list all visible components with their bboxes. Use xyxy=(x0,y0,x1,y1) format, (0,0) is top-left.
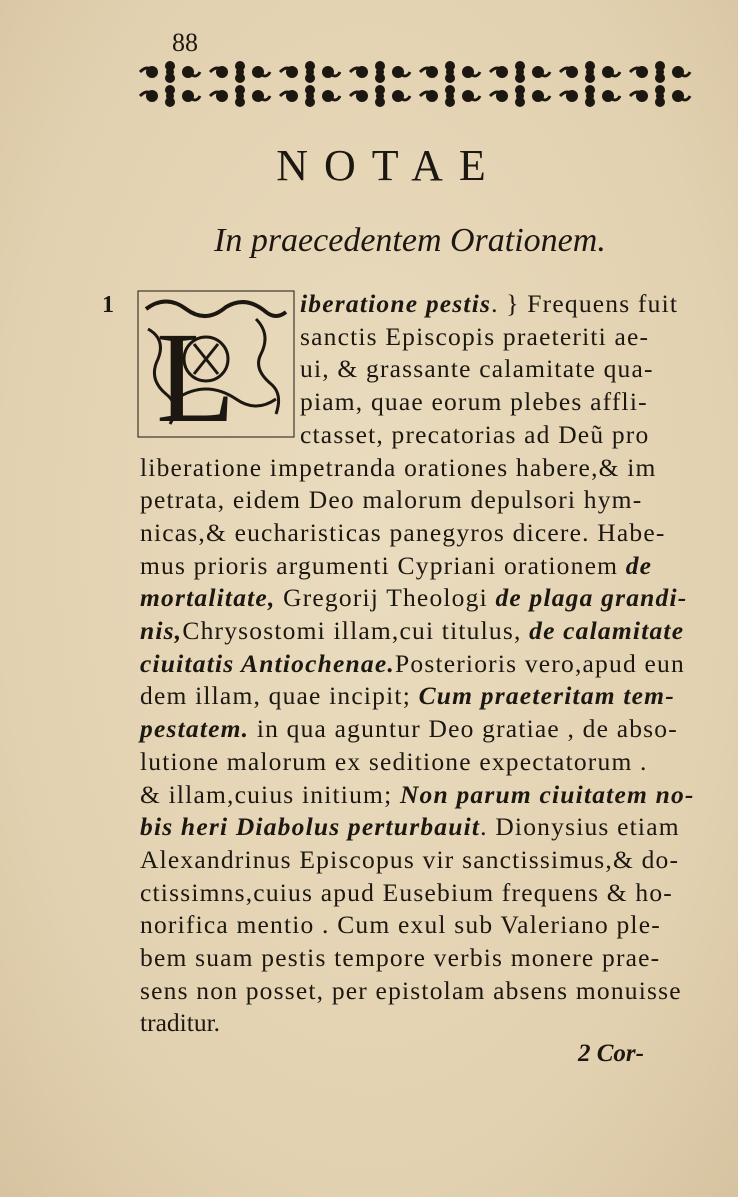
fleuron-ornament xyxy=(490,85,550,107)
text-line xyxy=(140,484,642,516)
italic-phrase: pestatem. xyxy=(140,714,250,744)
text-segment: ctissimns,cuius apud Eusebium frequens & ho- xyxy=(140,877,673,907)
text-segment: petrata, eidem Deo malorum depulsori hym- xyxy=(140,485,643,515)
text-line xyxy=(140,844,679,876)
fleuron-ornament xyxy=(420,61,480,83)
page-title: NOTAE xyxy=(276,141,502,190)
fleuron-ornament xyxy=(140,85,200,107)
italic-phrase: bis heri Diabolus perturbauit xyxy=(140,812,481,842)
text-segment: ctasset, precatorias ad Deũ pro xyxy=(300,419,650,449)
text-segment: nicas,& eucharisticas panegyros dicere. Habe- xyxy=(140,517,666,547)
text-segment: Posterioris vero,apud eun xyxy=(394,648,685,678)
text-segment: . } Frequens fuit xyxy=(491,289,679,318)
page-number: 88 xyxy=(172,28,198,57)
text-line xyxy=(300,321,649,353)
text-segment: in qua aguntur Deo gratiae , de abso- xyxy=(249,714,678,744)
fleuron-ornament xyxy=(280,85,340,107)
italic-phrase: de calamitate xyxy=(529,616,685,645)
text-segment: piam, quae eorum plebes affli- xyxy=(300,387,648,417)
text-segment: sens non posset, per epistolam absens monuisse xyxy=(140,975,682,1005)
text-segment: ui, & grassante calamitate qua- xyxy=(300,354,654,384)
text-segment: mus prioris argumenti Cypriani orationem xyxy=(140,550,626,580)
text-segment: bem suam pestis tempore verbis monere prae- xyxy=(140,943,661,972)
italic-phrase: Non parum ciuitatem no- xyxy=(399,779,695,809)
ornament-band xyxy=(136,58,701,110)
text-line xyxy=(140,779,695,811)
page-subtitle: In praecedentem Orationem. xyxy=(214,222,606,259)
fleuron-ornament xyxy=(630,61,690,83)
initial-letter: L xyxy=(156,306,236,439)
text-line xyxy=(140,452,657,484)
note-number: 1 xyxy=(102,292,114,318)
text-segment: norifica mentio . Cum exul sub Valeriano ple- xyxy=(140,910,661,940)
fleuron-ornament xyxy=(350,85,410,107)
text-line xyxy=(140,909,661,941)
text-segment: lutione malorum ex seditione expectatorum . xyxy=(140,746,648,776)
text-line xyxy=(140,713,678,745)
fleuron-ornament xyxy=(420,85,480,107)
text-segment: & illam,cuius initium; xyxy=(140,779,400,809)
text-segment: Gregorij Theologi xyxy=(275,583,496,613)
text-line xyxy=(140,680,675,712)
text-line xyxy=(300,386,648,418)
text-line xyxy=(140,811,680,843)
text-segment: Chrysostomi illam,cui titulus, xyxy=(182,616,530,645)
text-line xyxy=(140,746,648,778)
text-segment: sanctis Episcopis praeteriti ae- xyxy=(300,321,650,351)
text-line xyxy=(140,877,673,909)
text-segment: dem illam, quae incipit; xyxy=(140,681,419,711)
fleuron-ornament xyxy=(560,85,620,107)
text-line xyxy=(140,615,684,647)
italic-phrase: iberatione pestis xyxy=(300,289,492,318)
text-line xyxy=(300,288,678,320)
text-line xyxy=(140,942,660,974)
text-line xyxy=(140,582,688,614)
fleuron-ornament xyxy=(490,61,550,83)
text-line xyxy=(300,419,649,451)
text-line xyxy=(300,353,654,385)
fleuron-ornament xyxy=(280,61,340,83)
fleuron-ornament xyxy=(350,61,410,83)
catchword: 2 Cor- xyxy=(578,1040,644,1067)
italic-phrase: nis, xyxy=(140,616,183,645)
text-segment: liberatione impetranda orationes habere,& im xyxy=(140,452,657,482)
fleuron-ornament xyxy=(210,61,270,83)
italic-phrase: Cum praeteritam tem- xyxy=(418,681,675,711)
decorated-initial xyxy=(136,289,296,439)
italic-phrase: mortalitate, xyxy=(140,583,276,613)
text-line xyxy=(140,550,652,582)
italic-phrase: ciuitatis Antiochenae. xyxy=(140,648,395,678)
text-segment: traditur. xyxy=(140,1008,221,1038)
italic-phrase: de plaga grandi- xyxy=(495,583,688,613)
fleuron-ornament xyxy=(560,61,620,83)
text-line xyxy=(140,517,666,549)
fleuron-ornament xyxy=(630,85,690,107)
text-line xyxy=(140,648,685,680)
italic-phrase: de xyxy=(625,550,653,580)
text-segment: . Dionysius etiam xyxy=(480,812,680,842)
fleuron-ornament xyxy=(140,61,200,83)
text-segment: Alexandrinus Episcopus vir sanctissimus,& do- xyxy=(140,844,680,874)
text-line xyxy=(140,975,682,1007)
text-line xyxy=(140,1007,220,1039)
fleuron-ornament xyxy=(210,85,270,107)
